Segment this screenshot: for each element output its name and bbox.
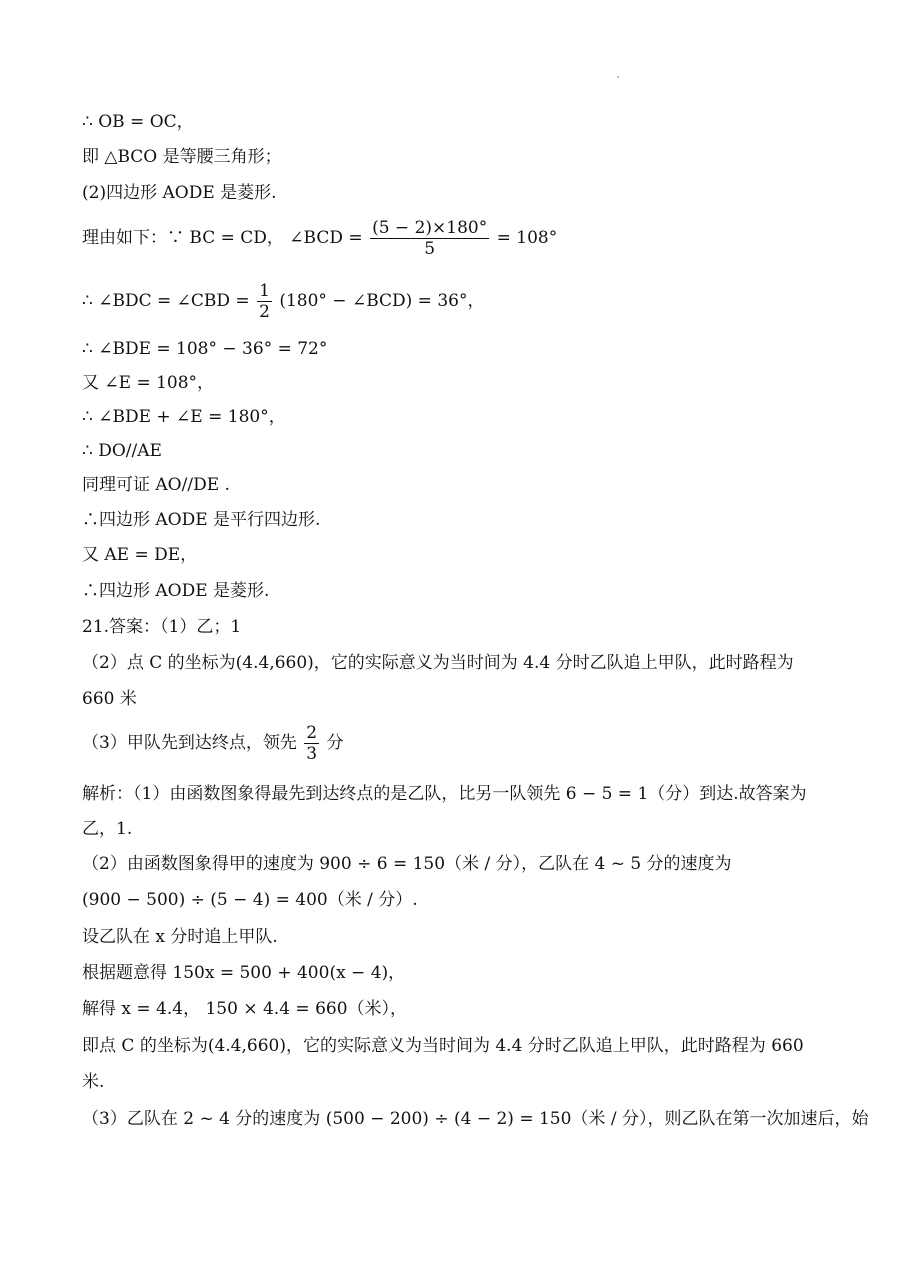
bdc-text: ∴ ∠BDC = ∠CBD =: [82, 291, 250, 311]
scan-speck: [617, 76, 619, 78]
proof-line-rhombus: ∴四边形 AODE 是菱形.: [82, 581, 270, 601]
analysis-part1: 解析：（1）由函数图象得最先到达终点的是乙队，比另一队领先 6 − 5 = 1（分）到达.故答案为: [82, 784, 807, 804]
proof-line-sum: ∴ ∠BDE + ∠E = 180°，: [82, 407, 286, 427]
reason-result: = 108°: [496, 228, 558, 248]
q21-answer: 21.答案：（1）乙；1: [82, 617, 242, 637]
q21-answer-part2-cont: 660 米: [82, 689, 137, 709]
analysis-part2: （2）由函数图象得甲的速度为 900 ÷ 6 = 150（米 / 分），乙队在 4 ~ 5 分的速度为: [82, 854, 732, 874]
analysis-solution: 解得 x = 4.4， 150 × 4.4 = 660（米），: [82, 999, 408, 1019]
proof-line-bdc: [82, 281, 842, 322]
part3-text: （3）甲队先到达终点，领先: [82, 733, 297, 753]
analysis-part2-speed: (900 − 500) ÷ (5 − 4) = 400（米 / 分）.: [82, 890, 418, 910]
fraction-denominator: 5: [424, 239, 436, 259]
reason-text: 理由如下：∵ BC = CD， ∠BCD =: [82, 228, 363, 248]
fraction-half: [257, 281, 272, 322]
analysis-point-c-cont: 米.: [82, 1072, 105, 1092]
bdc-result: (180° − ∠BCD) = 36°，: [279, 291, 485, 311]
analysis-part1-cont: 乙，1.: [82, 819, 133, 839]
part2-heading: (2)四边形 AODE 是菱形.: [82, 183, 277, 203]
analysis-part3: （3）乙队在 2 ~ 4 分的速度为 (500 − 200) ÷ (4 − 2) = 150（米 / 分），则乙队在第一次加速后，始: [82, 1109, 869, 1129]
proof-line-angle-e: 又 ∠E = 108°，: [82, 373, 215, 393]
part3-unit: 分: [326, 733, 344, 753]
fraction-two-thirds: [304, 723, 319, 764]
proof-line-bde: ∴ ∠BDE = 108° − 36° = 72°: [82, 339, 328, 359]
q21-answer-part2: （2）点 C 的坐标为(4.4,660)，它的实际意义为当时间为 4.4 分时乙队追上甲队，此时路程为: [82, 653, 794, 673]
proof-line-ob-oc: ∴ OB = OC，: [82, 112, 194, 132]
analysis-point-c: 即点 C 的坐标为(4.4,660)，它的实际意义为当时间为 4.4 分时乙队追上甲队，此时路程为 660: [82, 1036, 804, 1056]
proof-line-do-ae: ∴ DO//AE: [82, 441, 162, 461]
proof-line-ae-de: 又 AE = DE，: [82, 545, 198, 565]
analysis-equation: 根据题意得 150x = 500 + 400(x − 4)，: [82, 963, 406, 983]
proof-line-parallelogram: ∴四边形 AODE 是平行四边形.: [82, 510, 321, 530]
fraction-numerator: (5 − 2)×180°: [372, 218, 488, 238]
analysis-let-x: 设乙队在 x 分时追上甲队.: [82, 927, 278, 947]
fraction-numerator: 2: [306, 723, 318, 743]
fraction-denominator: 2: [259, 302, 270, 322]
q21-answer-part3: [82, 723, 842, 764]
fraction-numerator: 1: [259, 281, 270, 301]
fraction-denominator: 3: [306, 744, 318, 764]
proof-line-ao-de: 同理可证 AO//DE .: [82, 475, 230, 495]
fraction-bcd: [370, 218, 489, 259]
proof-line-isosceles: 即 △BCO 是等腰三角形；: [82, 147, 282, 167]
reason-line-bcd: [82, 218, 842, 259]
